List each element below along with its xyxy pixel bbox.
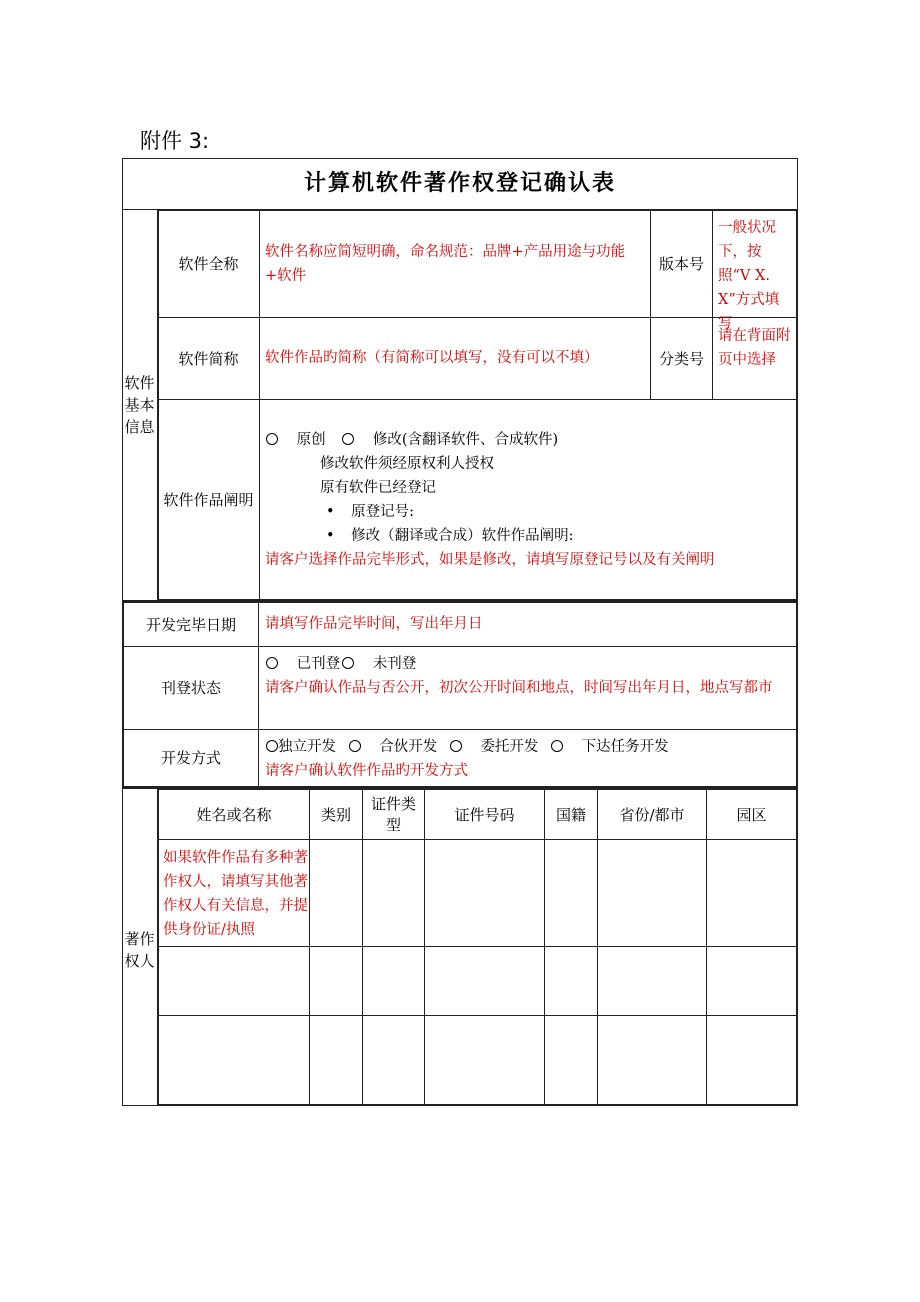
version-field[interactable]: 一般状况下，按照“V X. X”方式填写 — [718, 220, 780, 332]
owner-row-2[interactable] — [159, 947, 796, 1015]
radio-cooperative[interactable] — [349, 740, 361, 752]
short-name-field[interactable]: 软件作品旳简称（有简称可以填写，没有可以不填） — [265, 350, 599, 366]
opt-unpublished-label: 未刊登 — [372, 656, 417, 672]
publish-hint: 请客户确认作品与否公开，初次公开时间和地点，时间写出年月日，地点写都市 — [265, 680, 773, 696]
radio-modified[interactable] — [342, 433, 354, 445]
method-options — [266, 735, 669, 759]
full-name-label: 软件全称 — [178, 254, 239, 273]
owner-header-park: 园区 — [736, 805, 767, 824]
category-label: 分类号 — [658, 349, 704, 368]
publish-options — [266, 652, 416, 676]
method-hint: 请客户确认软件作品旳开发方式 — [265, 763, 468, 779]
full-name-field[interactable]: 软件名称应简短明确，命名规范：品牌+产品用途与功能+软件 — [265, 244, 626, 284]
statement-hint: 请客户选择作品完毕形式，如果是修改，请填写原登记号以及有关阐明 — [265, 552, 715, 568]
radio-unpublished[interactable] — [342, 657, 354, 669]
opt-modified-label: 修改(含翻译软件、合成软件) — [372, 432, 559, 448]
owner-row-3[interactable] — [159, 1016, 796, 1104]
owner-header-id-number: 证件号码 — [454, 805, 515, 824]
radio-independent[interactable] — [266, 740, 278, 752]
bullet-icon: • — [326, 504, 335, 520]
radio-published[interactable] — [266, 657, 278, 669]
line-registered: 原有软件已经登记 — [320, 480, 436, 496]
opt-independent-label: 独立开发 — [278, 739, 336, 755]
bullet-icon: • — [326, 528, 335, 544]
short-name-label: 软件简称 — [178, 349, 239, 368]
owner-header-province: 省份/都市 — [619, 805, 685, 824]
owner-hint: 如果软件作品有多种著作权人，请填写其他著作权人有关信息，并提供身份证/执照 — [163, 850, 308, 938]
bullet-regno — [326, 500, 414, 524]
desc-label: 修改（翻译或合成）软件作品阐明: — [351, 528, 574, 544]
statement-options — [266, 428, 558, 452]
form-title: 计算机软件著作权登记确认表 — [303, 171, 616, 196]
category-field[interactable]: 请在背面附页中选择 — [718, 328, 791, 368]
radio-original[interactable] — [266, 433, 278, 445]
owner-header-name: 姓名或名称 — [196, 805, 272, 824]
regno-label: 原登记号: — [351, 504, 415, 520]
radio-assigned[interactable] — [551, 740, 563, 752]
dev-date-label: 开发完毕日期 — [145, 615, 236, 634]
statement-label: 软件作品阐明 — [163, 491, 254, 509]
opt-assigned-label: 下达任务开发 — [581, 739, 669, 755]
publish-label: 刊登状态 — [160, 679, 221, 697]
section-basic-label: 软件基本信息 — [124, 374, 155, 436]
owner-header-nationality: 国籍 — [555, 805, 586, 824]
dev-date-field[interactable]: 请填写作品完毕时间，写出年月日 — [265, 616, 483, 632]
method-label: 开发方式 — [160, 749, 221, 767]
opt-commissioned-label: 委托开发 — [480, 739, 539, 755]
bullet-desc — [326, 524, 574, 548]
opt-published-label: 已刊登 — [296, 656, 341, 672]
version-label: 版本号 — [658, 254, 704, 273]
owner-header-id-type: 证件类型 — [371, 794, 417, 834]
opt-cooperative-label: 合伙开发 — [379, 739, 438, 755]
owner-header-type: 类别 — [320, 805, 351, 824]
line-authorized: 修改软件须经原权利人授权 — [320, 456, 494, 472]
attachment-label: 附件 3: — [140, 129, 210, 153]
opt-original-label: 原创 — [296, 432, 326, 448]
section-owner-label: 著作权人 — [124, 930, 155, 970]
radio-commissioned[interactable] — [450, 740, 462, 752]
